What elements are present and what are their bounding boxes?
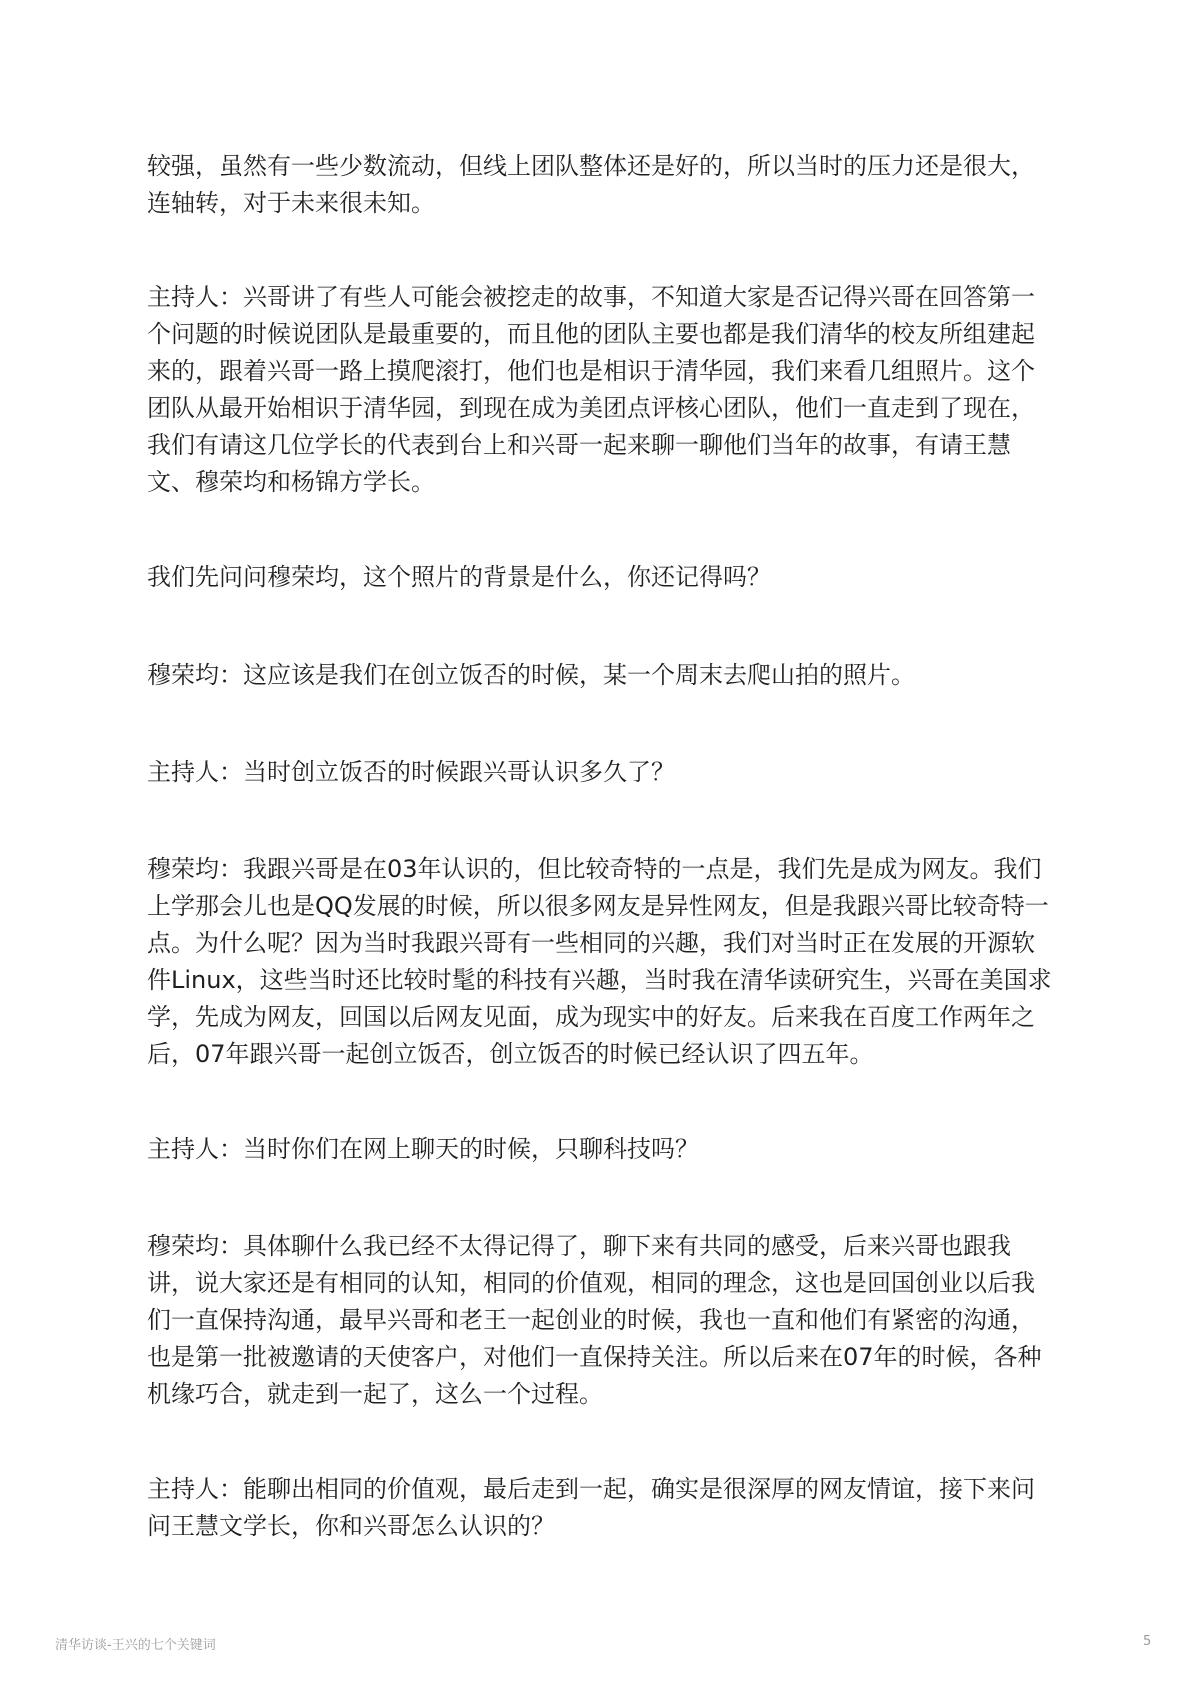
text-line: 上学那会儿也是QQ发展的时候，所以很多网友是异性网友，但是我跟兴哥比较奇特一 xyxy=(147,892,1049,920)
text-line: 文、穆荣均和杨锦方学长。 xyxy=(147,468,435,496)
text-line: 机缘巧合，就走到一起了，这么一个过程。 xyxy=(147,1380,603,1408)
paragraph xyxy=(147,1131,1067,1168)
text-line: 连轴转，对于未来很未知。 xyxy=(147,189,435,217)
text-line: 我们有请这几位学长的代表到台上和兴哥一起来聊一聊他们当年的故事，有请王慧 xyxy=(147,431,1011,459)
paragraph xyxy=(147,279,1067,501)
text-line: 点。为什么呢？因为当时我跟兴哥有一些相同的兴趣，我们对当时正在发展的开源软 xyxy=(147,929,1035,957)
text-line: 也是第一批被邀请的天使客户，对他们一直保持关注。所以后来在07年的时候，各种 xyxy=(147,1343,1042,1371)
paragraph xyxy=(147,754,1067,791)
text-line: 学，先成为网友，回国以后网友见面，成为现实中的好友。后来我在百度工作两年之 xyxy=(147,1003,1035,1031)
text-line: 主持人：能聊出相同的价值观，最后走到一起，确实是很深厚的网友情谊，接下来问 xyxy=(147,1475,1035,1503)
text-line: 主持人：当时你们在网上聊天的时候，只聊科技吗？ xyxy=(147,1135,699,1163)
text-line: 穆荣均：我跟兴哥是在03年认识的，但比较奇特的一点是，我们先是成为网友。我们 xyxy=(147,855,1042,883)
text-line: 们一直保持沟通，最早兴哥和老王一起创业的时候，我也一直和他们有紧密的沟通， xyxy=(147,1306,1035,1334)
text-line: 较强，虽然有一些少数流动，但线上团队整体还是好的，所以当时的压力还是很大， xyxy=(147,152,1035,180)
paragraph xyxy=(147,559,1067,596)
paragraph xyxy=(147,657,1067,694)
paragraph xyxy=(147,851,1067,1073)
text-line: 穆荣均：这应该是我们在创立饭否的时候，某一个周末去爬山拍的照片。 xyxy=(147,661,915,689)
text-line: 来的，跟着兴哥一路上摸爬滚打，他们也是相识于清华园，我们来看几组照片。这个 xyxy=(147,357,1035,385)
page-number: 5 xyxy=(1143,1634,1152,1649)
text-line: 件Linux，这些当时还比较时髦的科技有兴趣，当时我在清华读研究生，兴哥在美国求 xyxy=(147,966,1052,994)
text-line: 穆荣均：具体聊什么我已经不太得记得了，聊下来有共同的感受，后来兴哥也跟我 xyxy=(147,1232,1011,1260)
paragraph xyxy=(147,1471,1067,1545)
text-line: 团队从最开始相识于清华园，到现在成为美团点评核心团队，他们一直走到了现在， xyxy=(147,394,1035,422)
text-line: 问王慧文学长，你和兴哥怎么认识的？ xyxy=(147,1512,555,1540)
footer-title: 清华访谈-王兴的七个关键词 xyxy=(55,1638,216,1653)
text-line: 讲，说大家还是有相同的认知，相同的价值观，相同的理念，这也是回国创业以后我 xyxy=(147,1269,1035,1297)
text-line: 主持人：兴哥讲了有些人可能会被挖走的故事，不知道大家是否记得兴哥在回答第一 xyxy=(147,283,1035,311)
text-line: 个问题的时候说团队是最重要的，而且他的团队主要也都是我们清华的校友所组建起 xyxy=(147,320,1035,348)
text-line: 主持人：当时创立饭否的时候跟兴哥认识多久了？ xyxy=(147,758,675,786)
text-line: 后，07年跟兴哥一起创立饭否，创立饭否的时候已经认识了四五年。 xyxy=(147,1040,874,1068)
text-line: 我们先问问穆荣均，这个照片的背景是什么，你还记得吗？ xyxy=(147,563,771,591)
paragraph xyxy=(147,1228,1067,1413)
paragraph xyxy=(147,148,1067,222)
